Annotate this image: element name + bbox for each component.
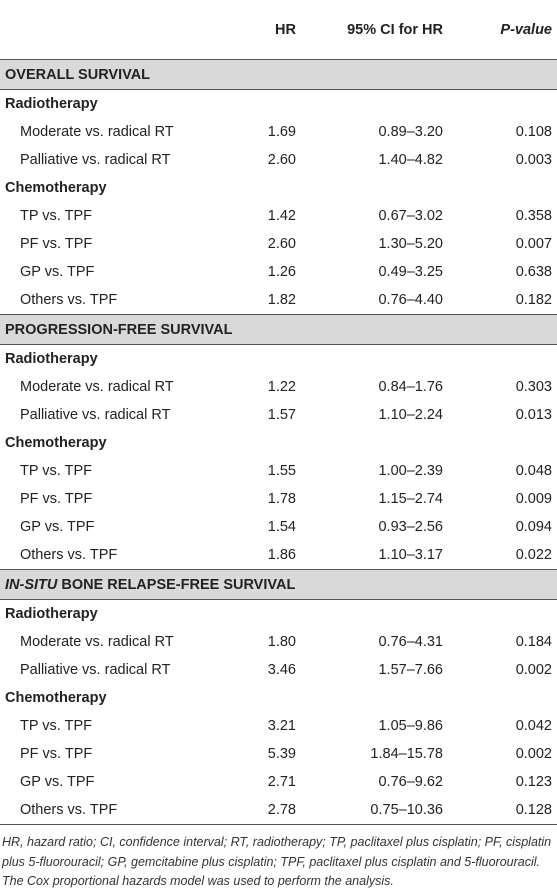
group-title: Chemotherapy [5, 690, 107, 706]
row-label: TP vs. TPF [20, 208, 92, 224]
table-row [0, 373, 557, 401]
group-title: Radiotherapy [5, 606, 98, 622]
table-row [0, 485, 557, 513]
row-label: Others vs. TPF [20, 547, 118, 563]
section-title-text: OVERALL SURVIVAL [5, 66, 151, 83]
row-ci: 0.84–1.76 [378, 379, 443, 395]
row-label: Palliative vs. radical RT [20, 152, 171, 168]
row-ci: 0.49–3.25 [378, 264, 443, 280]
row-ci: 0.76–9.62 [378, 774, 443, 790]
section-title-italic: IN-SITU [5, 576, 58, 593]
row-hr: 1.55 [267, 463, 296, 479]
row-ci: 1.10–2.24 [378, 407, 443, 423]
row-label: GP vs. TPF [20, 519, 95, 535]
row-hr: 3.46 [267, 662, 296, 678]
row-label: PF vs. TPF [20, 236, 93, 252]
row-hr: 1.69 [267, 124, 296, 140]
row-label: Palliative vs. radical RT [20, 407, 171, 423]
row-ci: 1.10–3.17 [378, 547, 443, 563]
table-row [0, 796, 557, 825]
row-ci: 1.40–4.82 [378, 152, 443, 168]
section-title-text: PROGRESSION-FREE SURVIVAL [5, 321, 233, 338]
row-ci: 0.75–10.36 [310, 796, 455, 825]
row-hr: 1.26 [267, 264, 296, 280]
row-hr: 1.57 [267, 407, 296, 423]
section-title [0, 570, 557, 600]
row-p-value: 0.002 [515, 746, 552, 762]
group-title: Chemotherapy [5, 180, 107, 196]
row-label: GP vs. TPF [20, 264, 95, 280]
row-p-value: 0.638 [515, 264, 552, 280]
row-label: PF vs. TPF [20, 491, 93, 507]
row-label: Moderate vs. radical RT [20, 124, 174, 140]
row-p-value: 0.007 [515, 236, 552, 252]
group-header-row [0, 345, 557, 374]
row-hr: 1.86 [267, 547, 296, 563]
row-ci: 1.15–2.74 [378, 491, 443, 507]
row-hr: 1.82 [267, 292, 296, 308]
table-row [0, 740, 557, 768]
row-p-value: 0.358 [515, 208, 552, 224]
row-hr: 2.78 [220, 796, 310, 825]
table-row [0, 457, 557, 485]
header-hr: HR [220, 0, 310, 60]
row-label: Moderate vs. radical RT [20, 379, 174, 395]
row-hr: 2.60 [267, 152, 296, 168]
row-p-value: 0.042 [515, 718, 552, 734]
row-ci: 0.93–2.56 [378, 519, 443, 535]
table-row [0, 628, 557, 656]
group-header-row [0, 174, 557, 202]
row-ci: 1.30–5.20 [378, 236, 443, 252]
section-title-text: BONE RELAPSE-FREE SURVIVAL [57, 576, 296, 593]
group-header-row [0, 429, 557, 457]
group-title: Radiotherapy [5, 96, 98, 112]
row-p-value: 0.048 [515, 463, 552, 479]
row-ci: 0.76–4.40 [378, 292, 443, 308]
row-p-value: 0.108 [515, 124, 552, 140]
row-p-value: 0.022 [515, 547, 552, 563]
table-row [0, 541, 557, 570]
row-p-value: 0.123 [515, 774, 552, 790]
row-p-value: 0.009 [515, 491, 552, 507]
row-p-value: 0.128 [455, 796, 557, 825]
section-header-row [0, 315, 557, 345]
table-row [0, 258, 557, 286]
row-hr: 3.21 [267, 718, 296, 734]
table-row [0, 146, 557, 174]
header-ci: 95% CI for HR [310, 0, 455, 60]
row-hr: 1.42 [267, 208, 296, 224]
row-hr: 1.78 [267, 491, 296, 507]
table-header [0, 0, 557, 60]
row-p-value: 0.013 [515, 407, 552, 423]
row-label: Others vs. TPF [0, 796, 220, 825]
footnote-method: The Cox proportional hazards model was used to perform the analysis. [2, 874, 394, 888]
table-row [0, 118, 557, 146]
section-title [0, 315, 557, 345]
row-p-value: 0.182 [515, 292, 552, 308]
row-p-value: 0.303 [515, 379, 552, 395]
table-row [0, 230, 557, 258]
group-title: Radiotherapy [5, 351, 98, 367]
header-p-value [455, 0, 557, 60]
row-p-value: 0.184 [515, 634, 552, 650]
section-header-row [0, 60, 557, 90]
row-ci: 1.05–9.86 [378, 718, 443, 734]
row-hr: 5.39 [267, 746, 296, 762]
section-header-row [0, 570, 557, 600]
table-row [0, 202, 557, 230]
row-label: Others vs. TPF [20, 292, 118, 308]
row-label: GP vs. TPF [20, 774, 95, 790]
row-hr: 1.80 [267, 634, 296, 650]
row-hr: 1.22 [267, 379, 296, 395]
table-row [0, 513, 557, 541]
row-hr: 1.54 [267, 519, 296, 535]
row-label: PF vs. TPF [20, 746, 93, 762]
row-ci: 0.76–4.31 [378, 634, 443, 650]
table-row [0, 656, 557, 684]
table-row [0, 712, 557, 740]
row-ci: 1.84–15.78 [370, 746, 443, 762]
table-footnotes [0, 825, 557, 892]
table-row [0, 768, 557, 796]
table-row [0, 286, 557, 315]
row-label: Palliative vs. radical RT [20, 662, 171, 678]
row-p-value: 0.002 [515, 662, 552, 678]
row-p-value: 0.003 [515, 152, 552, 168]
group-header-row [0, 684, 557, 712]
group-title: Chemotherapy [5, 435, 107, 451]
section-title [0, 60, 557, 90]
header-p-value-text: P-value [500, 21, 552, 38]
table-body [0, 60, 557, 825]
row-hr: 2.60 [267, 236, 296, 252]
row-hr: 2.71 [267, 774, 296, 790]
row-label: Moderate vs. radical RT [20, 634, 174, 650]
group-header-row [0, 600, 557, 629]
group-header-row [0, 90, 557, 119]
row-ci: 1.00–2.39 [378, 463, 443, 479]
row-ci: 1.57–7.66 [378, 662, 443, 678]
row-ci: 0.89–3.20 [378, 124, 443, 140]
row-label: TP vs. TPF [20, 718, 92, 734]
row-p-value: 0.094 [515, 519, 552, 535]
header-blank [0, 0, 220, 60]
table-row [0, 401, 557, 429]
row-label: TP vs. TPF [20, 463, 92, 479]
footnote-abbreviations: HR, hazard ratio; CI, confidence interval; RT, radiotherapy; TP, paclitaxel plus cisplatin; PF, cisplatin plus 5-fluorouracil; GP, gemcitabine plus cisplatin; TPF, paclitaxel plus cisplatin and 5-fluorouracil. [2, 835, 552, 869]
row-ci: 0.67–3.02 [378, 208, 443, 224]
